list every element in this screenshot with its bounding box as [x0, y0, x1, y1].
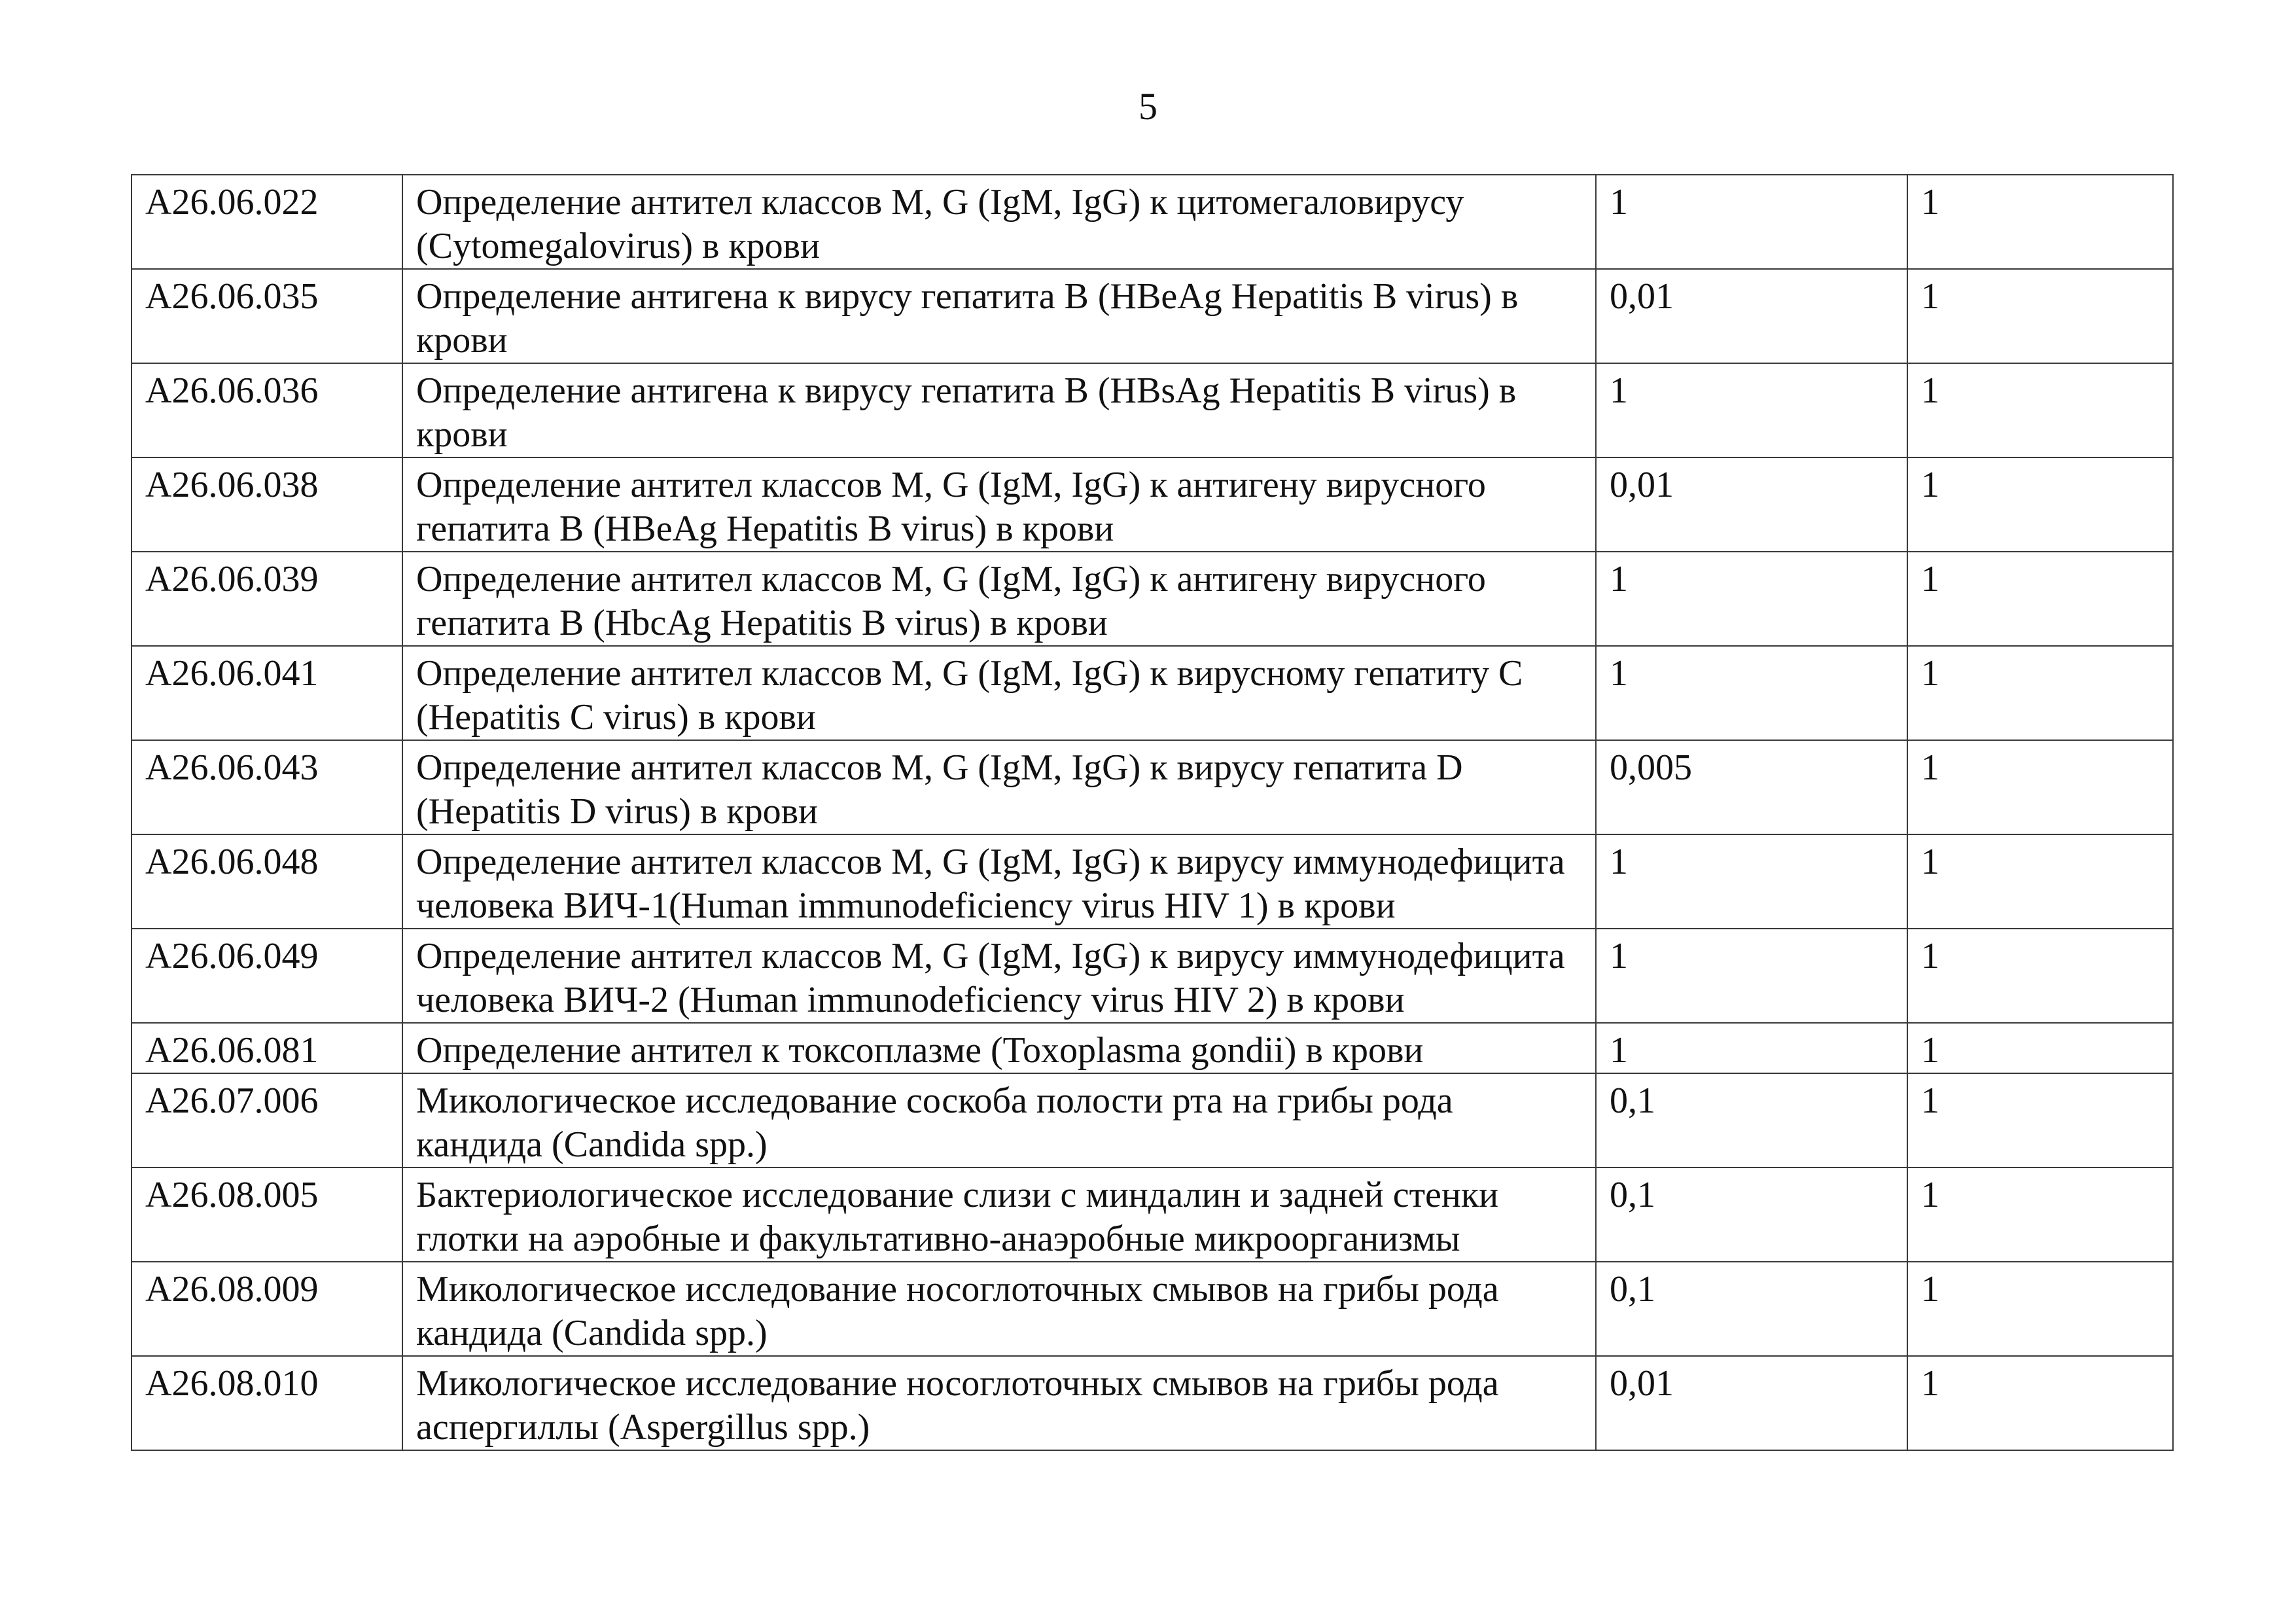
service-name: Определение антител классов M, G (IgM, IgG) к вирусному гепатиту C (Hepatitis C virus) в крови: [402, 646, 1596, 740]
service-name: Микологическое исследование соскоба полости рта на грибы рода кандида (Candida spp.): [402, 1073, 1596, 1168]
service-name: Определение антител к токсоплазме (Toxoplasma gondii) в крови: [402, 1023, 1596, 1073]
service-code: A26.08.009: [132, 1262, 402, 1356]
service-multiplicity: 1: [1907, 457, 2173, 552]
service-frequency: 1: [1596, 552, 1907, 646]
service-multiplicity: 1: [1907, 175, 2173, 269]
service-multiplicity: 1: [1907, 1023, 2173, 1073]
service-code: A26.06.048: [132, 834, 402, 929]
table-row: [132, 269, 2173, 363]
service-multiplicity: 1: [1907, 646, 2173, 740]
table-row: [132, 1023, 2173, 1073]
table-row: [132, 175, 2173, 269]
table-row: [132, 1168, 2173, 1262]
service-code: A26.06.043: [132, 740, 402, 834]
service-multiplicity: 1: [1907, 834, 2173, 929]
service-frequency: 0,1: [1596, 1262, 1907, 1356]
page-number: 5: [1139, 85, 1157, 128]
table-row: [132, 929, 2173, 1023]
table-row: [132, 834, 2173, 929]
service-code: A26.06.041: [132, 646, 402, 740]
service-multiplicity: 1: [1907, 740, 2173, 834]
table-row: [132, 1073, 2173, 1168]
table-row: [132, 552, 2173, 646]
service-multiplicity: 1: [1907, 1356, 2173, 1450]
service-code: A26.06.036: [132, 363, 402, 457]
service-frequency: 0,005: [1596, 740, 1907, 834]
service-frequency: 0,1: [1596, 1073, 1907, 1168]
service-name: Определение антител классов M, G (IgM, IgG) к вирусу иммунодефицита человека ВИЧ-2 (Human immunodeficiency virus HIV 2) в крови: [402, 929, 1596, 1023]
service-name: Определение антител классов M, G (IgM, IgG) к вирусу гепатита D (Hepatitis D virus) в крови: [402, 740, 1596, 834]
service-code: A26.06.022: [132, 175, 402, 269]
service-name: Микологическое исследование носоглоточных смывов на грибы рода аспергиллы (Aspergillus spp.): [402, 1356, 1596, 1450]
service-code: A26.08.010: [132, 1356, 402, 1450]
table-row: [132, 1356, 2173, 1450]
service-frequency: 0,01: [1596, 269, 1907, 363]
service-code: A26.06.049: [132, 929, 402, 1023]
service-code: A26.06.035: [132, 269, 402, 363]
service-code: A26.07.006: [132, 1073, 402, 1168]
service-multiplicity: 1: [1907, 1262, 2173, 1356]
table-row: [132, 1262, 2173, 1356]
service-multiplicity: 1: [1907, 1073, 2173, 1168]
service-name: Определение антител классов M, G (IgM, IgG) к антигену вирусного гепатита B (HBeAg Hepatitis B virus) в крови: [402, 457, 1596, 552]
service-multiplicity: 1: [1907, 363, 2173, 457]
service-multiplicity: 1: [1907, 1168, 2173, 1262]
service-name: Микологическое исследование носоглоточных смывов на грибы рода кандида (Candida spp.): [402, 1262, 1596, 1356]
service-frequency: 1: [1596, 363, 1907, 457]
service-frequency: 1: [1596, 1023, 1907, 1073]
service-name: Определение антигена к вирусу гепатита B (HBsAg Hepatitis B virus) в крови: [402, 363, 1596, 457]
service-frequency: 0,01: [1596, 457, 1907, 552]
service-frequency: 1: [1596, 646, 1907, 740]
service-name: Определение антител классов M, G (IgM, IgG) к вирусу иммунодефицита человека ВИЧ-1(Human immunodeficiency virus HIV 1) в крови: [402, 834, 1596, 929]
service-multiplicity: 1: [1907, 269, 2173, 363]
service-frequency: 0,1: [1596, 1168, 1907, 1262]
service-frequency: 1: [1596, 834, 1907, 929]
service-name: Определение антител классов M, G (IgM, IgG) к антигену вирусного гепатита B (HbcAg Hepatitis B virus) в крови: [402, 552, 1596, 646]
service-code: A26.06.039: [132, 552, 402, 646]
table-row: [132, 646, 2173, 740]
service-code: A26.06.081: [132, 1023, 402, 1073]
service-frequency: 0,01: [1596, 1356, 1907, 1450]
service-frequency: 1: [1596, 175, 1907, 269]
service-multiplicity: 1: [1907, 552, 2173, 646]
service-name: Определение антигена к вирусу гепатита B (HBeAg Hepatitis B virus) в крови: [402, 269, 1596, 363]
table-row: [132, 740, 2173, 834]
service-code: A26.06.038: [132, 457, 402, 552]
service-multiplicity: 1: [1907, 929, 2173, 1023]
service-name: Бактериологическое исследование слизи с миндалин и задней стенки глотки на аэробные и факультативно-анаэробные микроорганизмы: [402, 1168, 1596, 1262]
service-name: Определение антител классов M, G (IgM, IgG) к цитомегаловирусу (Cytomegalovirus) в крови: [402, 175, 1596, 269]
table-row: [132, 363, 2173, 457]
service-code: A26.08.005: [132, 1168, 402, 1262]
service-frequency: 1: [1596, 929, 1907, 1023]
table-row: [132, 457, 2173, 552]
services-table: [131, 174, 2174, 1451]
